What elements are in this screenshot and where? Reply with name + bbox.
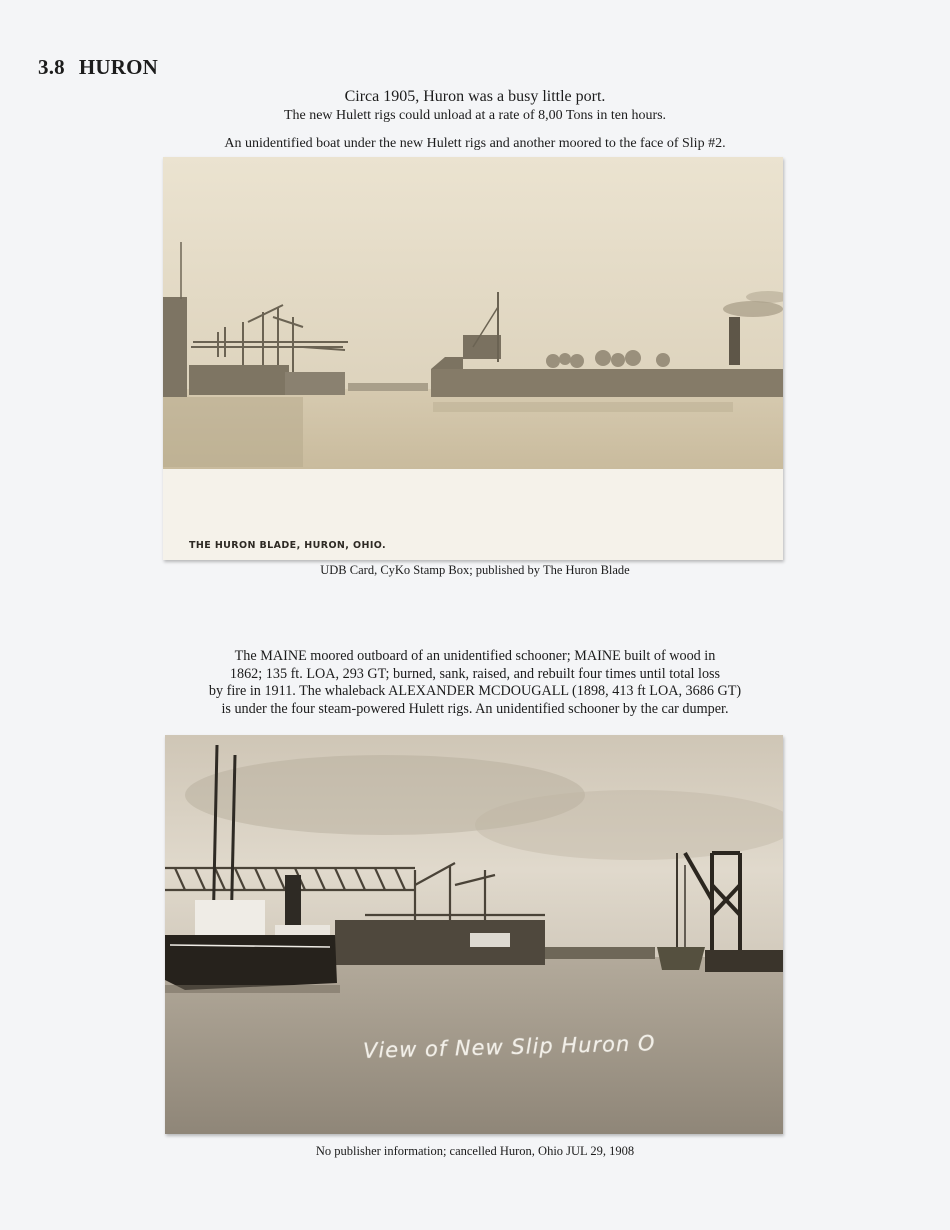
photo2-description <box>0 648 950 718</box>
section-number: 3.8 <box>38 55 65 79</box>
postcard-1-image <box>163 157 783 560</box>
description-line: 1862; 135 ft. LOA, 293 GT; burned, sank, raised, and rebuilt four times until total loss <box>229 665 721 682</box>
photo2-publisher: No publisher information; cancelled Huron, Ohio JUL 29, 1908 <box>315 1144 635 1158</box>
postcard-photo-2 <box>165 735 783 1134</box>
section-heading <box>38 55 158 80</box>
section-title: HURON <box>78 55 159 79</box>
handwritten-title: View of New Slip Huron O <box>362 1031 656 1063</box>
postcard-2-image <box>165 735 783 1134</box>
description-line: The MAINE moored outboard of an unidentified schooner; MAINE built of wood in <box>234 648 716 664</box>
postcard-photo-1 <box>163 157 783 560</box>
photo1-caption: An unidentified boat under the new Hulett rigs and another moored to the face of Slip #2. <box>224 136 726 151</box>
photo1-publisher: UDB Card, CyKo Stamp Box; published by The Huron Blade <box>320 563 630 577</box>
intro-subtitle: The new Hulett rigs could unload at a rate of 8,00 Tons in ten hours. <box>283 108 667 123</box>
description-line: by fire in 1911. The whaleback ALEXANDER MCDOUGALL (1898, 413 ft LOA, 3686 GT) <box>208 683 742 699</box>
description-line: is under the four steam-powered Hulett rigs. An unidentified schooner by the car dumper. <box>221 700 729 717</box>
intro-title: Circa 1905, Huron was a busy little port. <box>344 88 606 105</box>
card-imprint: THE HURON BLADE, HURON, OHIO. <box>189 540 387 551</box>
